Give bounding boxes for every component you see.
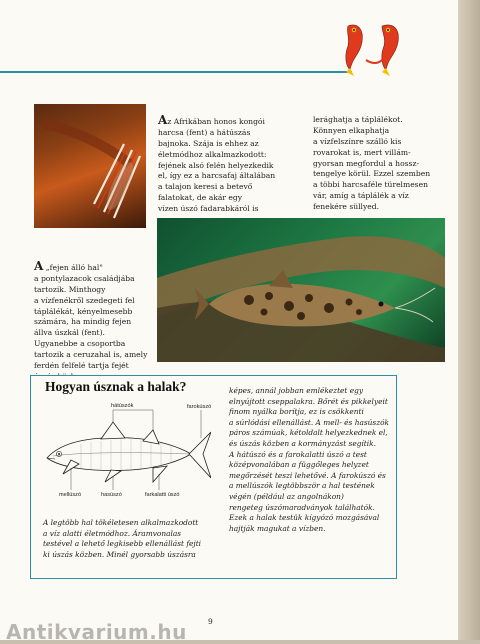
drop-cap: A <box>158 112 168 127</box>
paragraph-text: lerághatja a táplálékot. Könnyen elkaphatja a vízfelszínre szálló kis rovarokat is, mert villám- gyorsan megfordul a hossz- tengelye körül. Ezzel szemben a többi harcsaféle türelmesen vár, amíg a táplálék a víz fenekére süllyed. <box>313 114 431 212</box>
info-box-text-right: képes, annál jobban emlékeztet egy elnyújtott cseppalakra. Bőrét és pikkelyeit finom nyálka borítja, ez is csökkenti a súrlódási ellenállást. A mell- és hasúszók páros számúak, kétoldalt helyezkednek el, és úszás közben a kormányzást segítik. A hátúszó és a farokalatti úszó a test középvonalában a függőleges helyzet megőrzését teszi lehetővé. A farokúszó és a mellúszók legtöbbször a hal testének végén (például az angolnákon) rengeteg úszómaradványok találhatók. Ezek a halak testük kígyózó mozgásával hajtják magukat a vízben. <box>229 386 390 533</box>
fish-logo-icon <box>338 20 408 80</box>
photo-striped-fish <box>34 104 146 228</box>
paragraph-text: z Afrikában honos kongói harcsa (fent) a hátúszás bajnoka. Szája is ehhez az életmódhoz alkalmazkodott: fejének alsó felén helyezkedik el, így ez a harcsafaj általában a talajon keresi a betevő falatokat, de akár egy vízen úszó fadarabkáról is <box>158 116 276 214</box>
label-dorsal-fins: hátúszók <box>111 403 134 409</box>
info-box-title: Hogyan úsznak a halak? <box>45 379 187 394</box>
paragraph-headstander <box>34 250 156 383</box>
page-number: 9 <box>208 617 213 626</box>
header-rule <box>0 71 352 73</box>
label-caudal-fin: farokúszó <box>187 404 211 410</box>
info-box-how-fish-swim <box>30 375 397 579</box>
photo-catfish-branch <box>157 218 445 362</box>
label-anal-fin: farkalatti úszó <box>145 492 180 498</box>
info-box-text-left: A legtöbb hal tökéletesen alkalmazkodott a víz alatti életmódhoz. Áramvonalas testével a lehető legkisebb ellenállást fejti ki úszás közben. Minél gyorsabb úszásra <box>43 518 202 559</box>
drop-cap: A <box>34 258 44 273</box>
paragraph-congo-catfish-col2 <box>313 104 448 213</box>
book-spine <box>458 0 480 640</box>
paragraph-congo-catfish-col1 <box>158 104 308 215</box>
label-pectoral-fin: mellúszó <box>59 492 82 498</box>
label-pelvic-fin: hasúszó <box>101 492 122 498</box>
watermark: Antikvarium.hu <box>6 620 187 644</box>
paragraph-text: „fejen álló hal" a pontylazacok családjába tartozik. Minthogy a vízfenékről szedegeti fel táplálékát, kényelmesebb számára, ha mindig fejen állva úszkál (fent). Ugyanebbe a csoportba tartozik a ceruzahal is, amely ferdén felfelé tartja fejét <box>34 262 148 371</box>
fish-anatomy-diagram <box>41 398 211 508</box>
